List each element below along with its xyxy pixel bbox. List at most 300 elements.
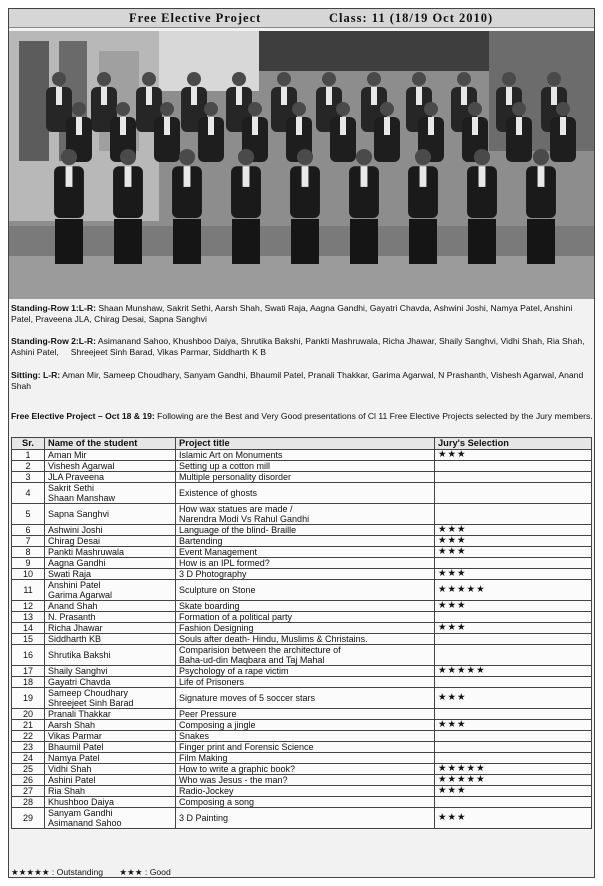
- person-head: [160, 102, 174, 116]
- project-title-line: How wax statues are made /: [179, 504, 293, 514]
- row-sr: 27: [12, 786, 45, 797]
- row-project-title: [176, 775, 435, 786]
- student-name: Ashini Patel: [48, 775, 96, 785]
- row-sr: 23: [12, 742, 45, 753]
- row-sr: 22: [12, 731, 45, 742]
- caption-row-2: [11, 336, 593, 358]
- student-name: Aarsh Shah: [48, 720, 96, 730]
- person-shirt: [560, 117, 566, 135]
- project-title-line: Radio-Jockey: [179, 786, 234, 796]
- project-title-line: Composing a jingle: [179, 720, 256, 730]
- person-shirt: [252, 117, 258, 135]
- row-sr: 14: [12, 623, 45, 634]
- student-name: Sanyam Gandhi: [48, 808, 113, 818]
- row-jury-selection: ★★★: [435, 808, 592, 829]
- table-row: [12, 483, 592, 504]
- table-row: [12, 525, 592, 536]
- row-sr: 3: [12, 472, 45, 483]
- project-title-line: Sculpture on Stone: [179, 585, 256, 595]
- row-jury-selection: ★★★★★: [435, 775, 592, 786]
- row-student-names: [45, 753, 176, 764]
- row-student-names: [45, 504, 176, 525]
- student-name: Pankti Mashruwala: [48, 547, 125, 557]
- row-student-names: [45, 775, 176, 786]
- table-row: [12, 797, 592, 808]
- row-project-title: [176, 612, 435, 623]
- table-row: [12, 580, 592, 601]
- student-name: Siddharth KB: [48, 634, 102, 644]
- group-photo-illustration: [9, 31, 594, 299]
- person-head: [380, 102, 394, 116]
- project-title-line: Composing a song: [179, 797, 255, 807]
- row-student-names: [45, 525, 176, 536]
- table-row: [12, 569, 592, 580]
- group-photo: [9, 31, 594, 299]
- person-head: [277, 72, 291, 86]
- student-name: JLA Praveena: [48, 472, 105, 482]
- legend-good: ★★★ : Good: [119, 867, 171, 877]
- row-jury-selection: [435, 634, 592, 645]
- row-sr: 26: [12, 775, 45, 786]
- person-shirt: [361, 166, 368, 187]
- row-jury-selection: ★★★: [435, 525, 592, 536]
- person-shirt: [428, 117, 434, 135]
- row-sr: 12: [12, 601, 45, 612]
- row-sr: 20: [12, 709, 45, 720]
- legend: [11, 867, 185, 878]
- row-project-title: [176, 536, 435, 547]
- page: [8, 8, 595, 878]
- person-shirt: [120, 117, 126, 135]
- row-sr: 6: [12, 525, 45, 536]
- project-title-line: Existence of ghosts: [179, 488, 258, 498]
- person-shirt: [384, 117, 390, 135]
- project-title-line: Islamic Art on Monuments: [179, 450, 283, 460]
- student-name: Richa Jhawar: [48, 623, 103, 633]
- row-project-title: [176, 677, 435, 688]
- student-name: Ria Shah: [48, 786, 86, 796]
- row-student-names: [45, 461, 176, 472]
- row-student-names: [45, 483, 176, 504]
- table-row: [12, 677, 592, 688]
- student-name: N. Prasanth: [48, 612, 96, 622]
- row-jury-selection: ★★★: [435, 786, 592, 797]
- row-project-title: [176, 764, 435, 775]
- row-student-names: [45, 764, 176, 775]
- row-sr: 19: [12, 688, 45, 709]
- row-project-title: [176, 461, 435, 472]
- table-row: [12, 764, 592, 775]
- row-project-title: [176, 504, 435, 525]
- person-shirt: [416, 87, 422, 105]
- person-head: [120, 149, 136, 165]
- table-row: [12, 709, 592, 720]
- row-project-title: [176, 558, 435, 569]
- caption-row-2-label: Standing-Row 2:L-R:: [11, 336, 96, 346]
- row-project-title: [176, 623, 435, 634]
- row-jury-selection: ★★★★★: [435, 764, 592, 775]
- table-row: [12, 450, 592, 461]
- person-head: [415, 149, 431, 165]
- project-title-line: Narendra Modi Vs Rahul Gandhi: [179, 514, 310, 524]
- person-head: [356, 149, 372, 165]
- header-sr: Sr.: [12, 438, 45, 450]
- row-jury-selection: ★★★: [435, 623, 592, 634]
- table-row: [12, 775, 592, 786]
- row-project-title: [176, 742, 435, 753]
- table-row: [12, 504, 592, 525]
- person-head: [116, 102, 130, 116]
- person-head: [533, 149, 549, 165]
- person-shirt: [184, 166, 191, 187]
- row-project-title: [176, 786, 435, 797]
- row-jury-selection: [435, 612, 592, 623]
- table-row: [12, 808, 592, 829]
- row-student-names: [45, 472, 176, 483]
- person-shirt: [461, 87, 467, 105]
- row-student-names: [45, 720, 176, 731]
- project-title-line: Who was Jesus - the man?: [179, 775, 288, 785]
- person-shirt: [420, 166, 427, 187]
- student-name: Khushboo Daiya: [48, 797, 115, 807]
- person-shirt: [56, 87, 62, 105]
- row-jury-selection: [435, 731, 592, 742]
- row-jury-selection: [435, 558, 592, 569]
- row-jury-selection: ★★★: [435, 547, 592, 558]
- project-title-line: Formation of a political party: [179, 612, 293, 622]
- person-shirt: [146, 87, 152, 105]
- intro-label: Free Elective Project – Oct 18 & 19:: [11, 411, 155, 421]
- person-head: [292, 102, 306, 116]
- row-jury-selection: ★★★: [435, 720, 592, 731]
- row-jury-selection: [435, 483, 592, 504]
- person-shirt: [326, 87, 332, 105]
- student-name: Vidhi Shah: [48, 764, 92, 774]
- row-jury-selection: [435, 504, 592, 525]
- row-project-title: [176, 483, 435, 504]
- project-title-line: Baha-ud-din Maqbara and Taj Mahal: [179, 655, 325, 665]
- person-shirt: [506, 87, 512, 105]
- table-row: [12, 547, 592, 558]
- person-shirt: [125, 166, 132, 187]
- person-head: [412, 72, 426, 86]
- project-title-line: How to write a graphic book?: [179, 764, 296, 774]
- row-sr: 24: [12, 753, 45, 764]
- project-title-line: Language of the blind- Braille: [179, 525, 297, 535]
- person-head: [61, 149, 77, 165]
- class-info: Class: 11 (18/19 Oct 2010): [329, 11, 494, 25]
- person-head: [297, 149, 313, 165]
- row-student-names: [45, 601, 176, 612]
- row-student-names: [45, 688, 176, 709]
- row-sr: 4: [12, 483, 45, 504]
- person-head: [232, 72, 246, 86]
- row-sr: 15: [12, 634, 45, 645]
- row-project-title: [176, 709, 435, 720]
- row-jury-selection: ★★★★★: [435, 666, 592, 677]
- row-project-title: [176, 472, 435, 483]
- project-title-line: Film Making: [179, 753, 228, 763]
- row-sr: 10: [12, 569, 45, 580]
- person-legs: [114, 219, 142, 264]
- person-shirt: [76, 117, 82, 135]
- project-title-line: Psychology of a rape victim: [179, 666, 289, 676]
- row-project-title: [176, 645, 435, 666]
- row-project-title: [176, 580, 435, 601]
- header-jury: Jury's Selection: [435, 438, 592, 450]
- row-student-names: [45, 569, 176, 580]
- table-row: [12, 623, 592, 634]
- person-head: [424, 102, 438, 116]
- row-sr: 5: [12, 504, 45, 525]
- person-head: [474, 149, 490, 165]
- intro-body: Following are the Best and Very Good presentations of Cl 11 Free Elective Projects selected by the Jury members.: [157, 411, 593, 421]
- student-name: Ashwini Joshi: [48, 525, 103, 535]
- person-head: [52, 72, 66, 86]
- header-bar: [9, 9, 594, 28]
- student-name: Gayatri Chavda: [48, 677, 111, 687]
- student-name: Sapna Sanghvi: [48, 509, 110, 519]
- person-head: [142, 72, 156, 86]
- selection-table: [11, 437, 592, 829]
- project-title-line: Fashion Designing: [179, 623, 254, 633]
- row-student-names: [45, 580, 176, 601]
- legend-outstanding: ★★★★★ : Outstanding: [11, 867, 104, 877]
- caption-row-1-label: Standing-Row 1:L-R:: [11, 303, 96, 313]
- person-shirt: [479, 166, 486, 187]
- row-sr: 29: [12, 808, 45, 829]
- person-head: [179, 149, 195, 165]
- row-sr: 16: [12, 645, 45, 666]
- row-project-title: [176, 525, 435, 536]
- project-title-line: 3 D Photography: [179, 569, 247, 579]
- row-jury-selection: ★★★: [435, 536, 592, 547]
- student-name: Sameep Choudhary: [48, 688, 129, 698]
- student-name: Namya Patel: [48, 753, 100, 763]
- row-jury-selection: [435, 472, 592, 483]
- row-sr: 9: [12, 558, 45, 569]
- table-row: [12, 645, 592, 666]
- student-name: Shaily Sanghvi: [48, 666, 108, 676]
- person-head: [468, 102, 482, 116]
- intro-text: [11, 411, 593, 422]
- project-title-line: How is an IPL formed?: [179, 558, 270, 568]
- table-row: [12, 634, 592, 645]
- row-project-title: [176, 688, 435, 709]
- row-jury-selection: [435, 645, 592, 666]
- row-project-title: [176, 808, 435, 829]
- row-jury-selection: [435, 753, 592, 764]
- row-student-names: [45, 808, 176, 829]
- row-sr: 2: [12, 461, 45, 472]
- table-row: [12, 742, 592, 753]
- row-student-names: [45, 623, 176, 634]
- row-student-names: [45, 666, 176, 677]
- person-head: [248, 102, 262, 116]
- student-name: Shaan Manshaw: [48, 493, 116, 503]
- row-student-names: [45, 709, 176, 720]
- project-title-line: Comparision between the architecture of: [179, 645, 341, 655]
- row-jury-selection: [435, 461, 592, 472]
- person-legs: [527, 219, 555, 264]
- table-row: [12, 731, 592, 742]
- row-sr: 1: [12, 450, 45, 461]
- student-name: Garima Agarwal: [48, 590, 113, 600]
- row-sr: 7: [12, 536, 45, 547]
- row-jury-selection: ★★★★★: [435, 580, 592, 601]
- project-title-line: Souls after death- Hindu, Muslims & Christains.: [179, 634, 368, 644]
- person-shirt: [371, 87, 377, 105]
- person-legs: [409, 219, 437, 264]
- table-row: [12, 472, 592, 483]
- student-name: Sakrit Sethi: [48, 483, 95, 493]
- project-title-line: Snakes: [179, 731, 210, 741]
- person-shirt: [296, 117, 302, 135]
- row-project-title: [176, 547, 435, 558]
- project-title-line: Event Management: [179, 547, 258, 557]
- project-title-line: Bartending: [179, 536, 223, 546]
- row-sr: 11: [12, 580, 45, 601]
- row-jury-selection: [435, 709, 592, 720]
- row-sr: 8: [12, 547, 45, 558]
- row-project-title: [176, 569, 435, 580]
- caption-sitting-names: Aman Mir, Sameep Choudhary, Sanyam Gandhi, Bhaumil Patel, Pranali Thakkar, Garima Agarwal, N Prashanth, Vishesh Agarwal, Anand Shah: [11, 370, 584, 392]
- person-shirt: [538, 166, 545, 187]
- table-body: [12, 450, 592, 829]
- person-head: [238, 149, 254, 165]
- row-student-names: [45, 797, 176, 808]
- person-shirt: [472, 117, 478, 135]
- person-shirt: [281, 87, 287, 105]
- person-head: [72, 102, 86, 116]
- row-student-names: [45, 558, 176, 569]
- row-project-title: [176, 450, 435, 461]
- row-sr: 13: [12, 612, 45, 623]
- project-title-line: Life of Prisoners: [179, 677, 245, 687]
- table-row: [12, 612, 592, 623]
- row-student-names: [45, 634, 176, 645]
- project-title-line: 3 D Painting: [179, 813, 229, 823]
- person-shirt: [66, 166, 73, 187]
- row-student-names: [45, 547, 176, 558]
- header-project: Project title: [176, 438, 435, 450]
- row-jury-selection: ★★★: [435, 601, 592, 612]
- caption-sitting: [11, 370, 593, 392]
- student-name: Aagna Gandhi: [48, 558, 106, 568]
- person-head: [547, 72, 561, 86]
- row-student-names: [45, 536, 176, 547]
- student-name: Bhaumil Patel: [48, 742, 104, 752]
- row-jury-selection: ★★★: [435, 688, 592, 709]
- project-title-line: Signature moves of 5 soccer stars: [179, 693, 316, 703]
- row-sr: 18: [12, 677, 45, 688]
- person-legs: [468, 219, 496, 264]
- row-jury-selection: [435, 742, 592, 753]
- project-title-line: Peer Pressure: [179, 709, 237, 719]
- person-head: [187, 72, 201, 86]
- caption-sitting-label: Sitting: L-R:: [11, 370, 61, 380]
- person-shirt: [243, 166, 250, 187]
- student-name: Vikas Parmar: [48, 731, 102, 741]
- student-name: Anand Shah: [48, 601, 98, 611]
- person-head: [502, 72, 516, 86]
- row-student-names: [45, 742, 176, 753]
- row-student-names: [45, 450, 176, 461]
- row-student-names: [45, 677, 176, 688]
- table-row: [12, 461, 592, 472]
- person-legs: [232, 219, 260, 264]
- table-row: [12, 720, 592, 731]
- person-legs: [291, 219, 319, 264]
- row-jury-selection: ★★★: [435, 450, 592, 461]
- row-student-names: [45, 731, 176, 742]
- row-student-names: [45, 786, 176, 797]
- student-name: Anshini Patel: [48, 580, 101, 590]
- row-jury-selection: [435, 677, 592, 688]
- person-shirt: [302, 166, 309, 187]
- row-project-title: [176, 634, 435, 645]
- table-row: [12, 536, 592, 547]
- caption-row-1-names: Shaan Munshaw, Sakrit Sethi, Aarsh Shah, Swati Raja, Aagna Gandhi, Gayatri Chavda, Ashwini Joshi, Namya Patel, Anshini Patel, Praveena JLA, Chirag Desai, Sapna Sanghvi: [11, 303, 573, 325]
- row-project-title: [176, 601, 435, 612]
- row-jury-selection: [435, 797, 592, 808]
- row-student-names: [45, 612, 176, 623]
- person-legs: [350, 219, 378, 264]
- project-title-line: Finger print and Forensic Science: [179, 742, 314, 752]
- header-name: Name of the student: [45, 438, 176, 450]
- person-shirt: [208, 117, 214, 135]
- table-row: [12, 753, 592, 764]
- row-project-title: [176, 666, 435, 677]
- person-legs: [173, 219, 201, 264]
- row-project-title: [176, 731, 435, 742]
- student-name: Asimanand Sahoo: [48, 818, 122, 828]
- project-title-line: Setting up a cotton mill: [179, 461, 271, 471]
- person-shirt: [191, 87, 197, 105]
- caption-row-1: [11, 303, 593, 325]
- table-row: [12, 558, 592, 569]
- person-shirt: [164, 117, 170, 135]
- table-row: [12, 688, 592, 709]
- row-sr: 21: [12, 720, 45, 731]
- table-row: [12, 601, 592, 612]
- row-student-names: [45, 645, 176, 666]
- table-header-row: [12, 438, 592, 450]
- person-head: [512, 102, 526, 116]
- student-name: Chirag Desai: [48, 536, 101, 546]
- row-jury-selection: ★★★: [435, 569, 592, 580]
- row-project-title: [176, 753, 435, 764]
- person-head: [204, 102, 218, 116]
- student-name: Swati Raja: [48, 569, 92, 579]
- page-title: Free Elective Project: [129, 11, 262, 25]
- person-shirt: [551, 87, 557, 105]
- person-head: [556, 102, 570, 116]
- row-project-title: [176, 797, 435, 808]
- row-sr: 25: [12, 764, 45, 775]
- student-name: Shreejeet Sinh Barad: [48, 698, 134, 708]
- person-head: [322, 72, 336, 86]
- row-project-title: [176, 720, 435, 731]
- row-sr: 17: [12, 666, 45, 677]
- person-shirt: [101, 87, 107, 105]
- student-name: Pranali Thakkar: [48, 709, 111, 719]
- project-title-line: Skate boarding: [179, 601, 240, 611]
- student-name: Aman Mir: [48, 450, 87, 460]
- student-name: Shrutika Bakshi: [48, 650, 111, 660]
- table-row: [12, 666, 592, 677]
- table-row: [12, 786, 592, 797]
